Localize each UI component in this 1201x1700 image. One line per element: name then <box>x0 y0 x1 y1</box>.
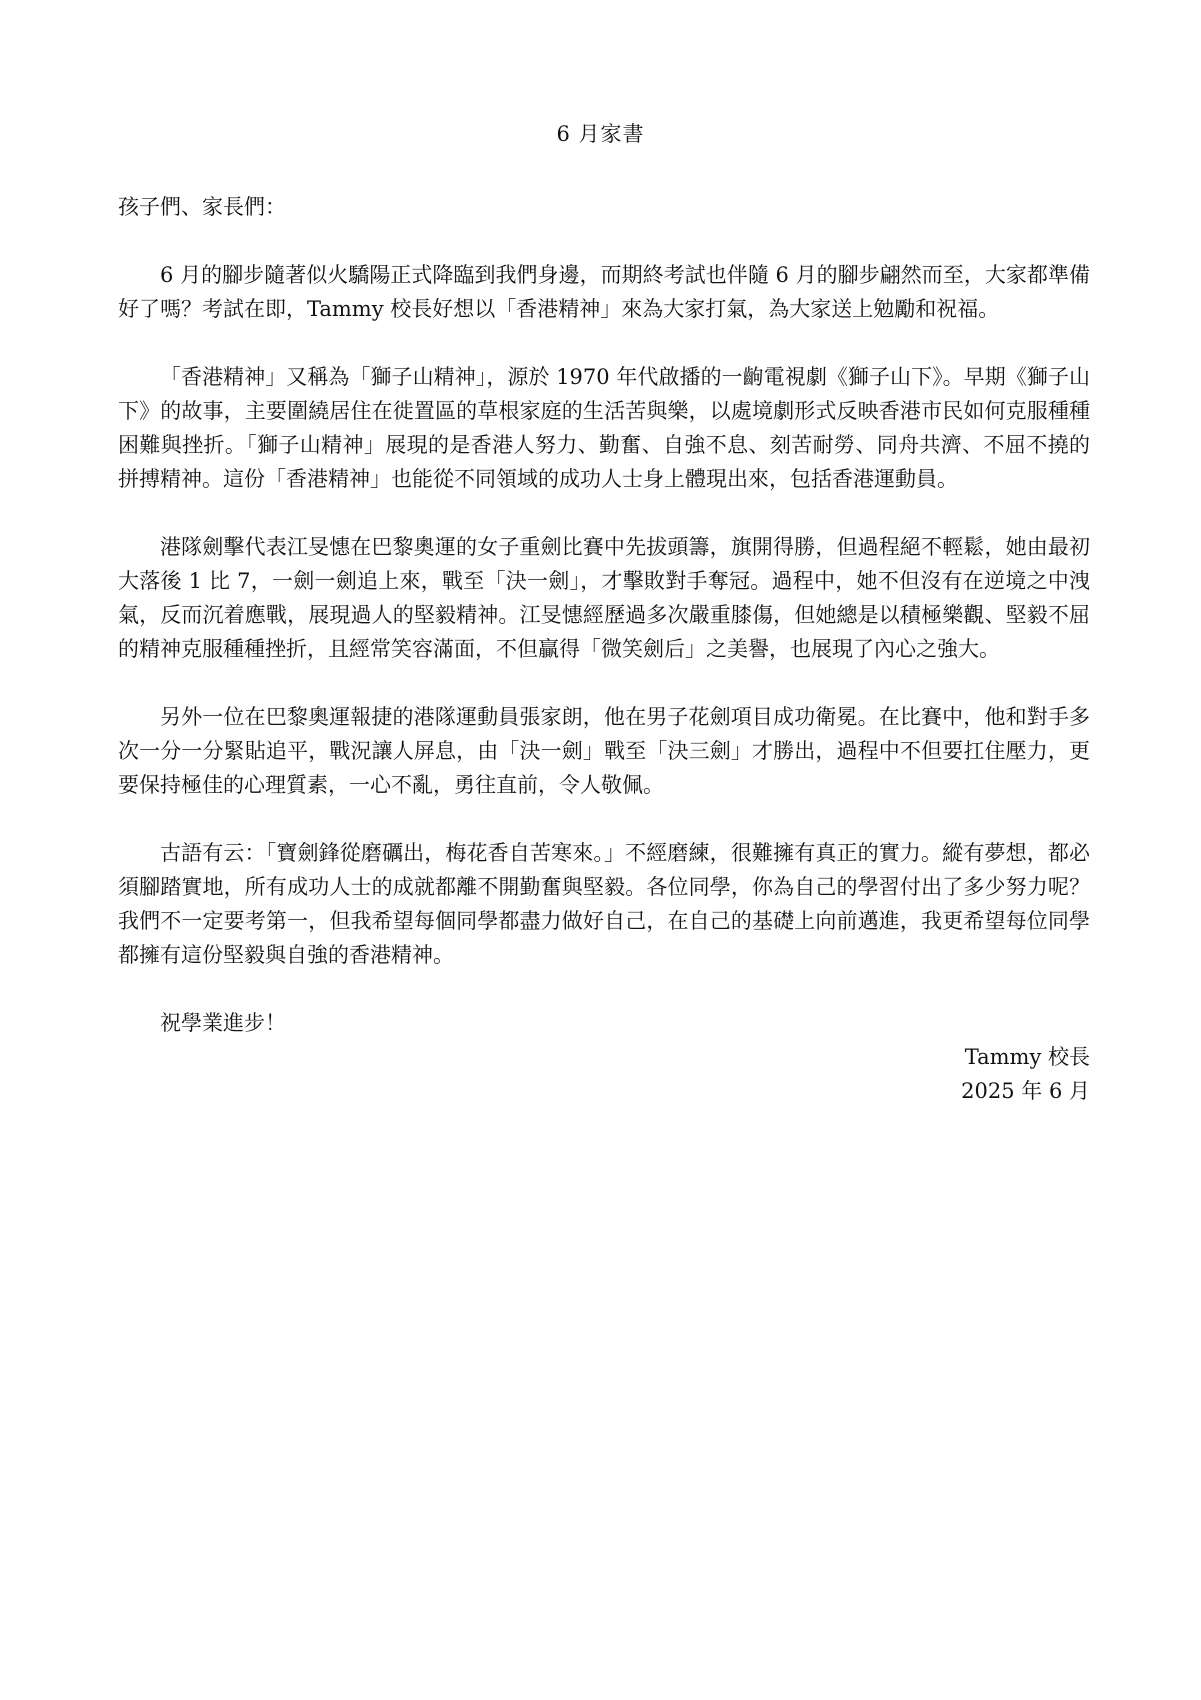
letter-title: 6 月家書 <box>556 122 645 146</box>
letter-paragraph-1: 6 月的腳步隨著似火驕陽正式降臨到我們身邊，而期終考試也伴隨 6 月的腳步翩然而至，大家都準備好了嗎？考試在即，Tammy 校長好想以「香港精神」來為大家打氣，為大家送上勉勵和祝福。 <box>118 263 1090 321</box>
letter-paragraph-5: 古語有云：「寶劍鋒從磨礪出，梅花香自苦寒來。」不經磨練，很難擁有真正的實力。縱有夢想，都必須腳踏實地，所有成功人士的成就都離不開勤奮與堅毅。各位同學，你為自己的學習付出了多少努力呢？我們不一定要考第一，但我希望每個同學都盡力做好自己，在自己的基礎上向前邁進，我更希望每位同學都擁有這份堅毅與自強的香港精神。 <box>118 841 1090 967</box>
letter-paragraph-3: 港隊劍擊代表江旻憓在巴黎奧運的女子重劍比賽中先拔頭籌，旗開得勝，但過程絕不輕鬆，她由最初大落後 1 比 7，一劍一劍追上來，戰至「決一劍」，才擊敗對手奪冠。過程中，她不但沒有在逆境之中洩氣，反而沉着應戰，展現過人的堅毅精神。江旻憓經歷過多次嚴重膝傷，但她總是以積極樂觀、堅毅不屈的精神克服種種挫折，且經常笑容滿面，不但贏得「微笑劍后」之美譽，也展現了內心之強大。 <box>118 535 1090 661</box>
letter-paragraph-2: 「香港精神」又稱為「獅子山精神」，源於 1970 年代啟播的一齣電視劇《獅子山下》。早期《獅子山下》的故事，主要圍繞居住在徙置區的草根家庭的生活苦與樂，以處境劇形式反映香港市民如何克服種種困難與挫折。「獅子山精神」展現的是香港人努力、勤奮、自強不息、刻苦耐勞、同舟共濟、不屈不撓的拼搏精神。這份「香港精神」也能從不同領域的成功人士身上體現出來，包括香港運動員。 <box>118 365 1090 491</box>
letter-date: 2025 年 6 月 <box>961 1079 1090 1103</box>
letter-greeting: 孩子們、家長們： <box>118 195 286 219</box>
letter-paragraph-4: 另外一位在巴黎奧運報捷的港隊運動員張家朗，他在男子花劍項目成功衛冕。在比賽中，他和對手多次一分一分緊貼追平，戰況讓人屏息，由「決一劍」戰至「決三劍」才勝出，過程中不但要扛住壓力，更要保持極佳的心理質素，一心不亂，勇往直前，令人敬佩。 <box>118 705 1090 797</box>
letter-body <box>118 190 1090 1108</box>
letter-signature: Tammy 校長 <box>964 1045 1090 1069</box>
letter-closing: 祝學業進步！ <box>160 1011 286 1035</box>
